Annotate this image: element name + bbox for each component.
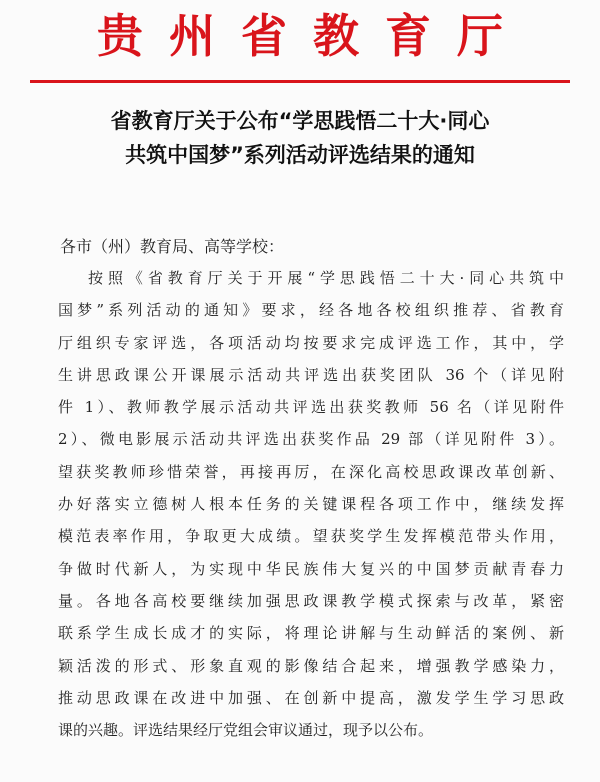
body-line: 颖活泼的形式、形象直观的影像结合起来，增强教学感染力， xyxy=(58,656,564,675)
body-line: 办好落实立德树人根本任务的关键课程各项工作中，继续发挥 xyxy=(58,495,564,514)
body-line: 按照《省教育厅关于开展“学思践悟二十大·同心共筑中 xyxy=(88,269,564,287)
notice-body xyxy=(58,262,564,746)
salutation: 各市（州）教育局、高等学校： xyxy=(60,237,285,256)
body-line: 国梦”系列活动的通知》要求，经各地各校组织推荐、省教育 xyxy=(58,301,564,320)
masthead-red-rule xyxy=(30,80,570,83)
notice-title-line-1: 省教育厅关于公布“学思践悟二十大·同心 xyxy=(110,109,490,133)
body-line: 厅组织专家评选，各项活动均按要求完成评选工作，其中，学 xyxy=(58,333,564,352)
body-line: 望获奖教师珍惜荣誉，再接再厉，在深化高校思政课改革创新、 xyxy=(58,462,564,481)
body-line: 课的兴趣。评选结果经厅党组会审议通过，现予以公布。 xyxy=(58,721,434,740)
masthead-org-name: 贵州省教育厅 xyxy=(97,9,529,63)
body-line: 件 1）、教师教学展示活动共评选出获奖教师 56 名（详见附件 xyxy=(58,398,564,417)
body-line: 模范表率作用，争取更大成绩。望获奖学生发挥模范带头作用， xyxy=(58,527,564,546)
body-line: 争做时代新人，为实现中华民族伟大复兴的中国梦贡献青春力 xyxy=(58,559,564,578)
body-line: 推动思政课在改进中加强、在创新中提高，激发学生学习思政 xyxy=(58,688,564,707)
body-line: 生讲思政课公开课展示活动共评选出获奖团队 36 个（详见附 xyxy=(58,365,564,384)
body-line: 2）、微电影展示活动共评选出获奖作品 29 部（详见附件 3）。 xyxy=(58,430,564,449)
body-line: 联系学生成长成才的实际，将理论讲解与生动鲜活的案例、新 xyxy=(58,624,564,643)
notice-title-line-2: 共筑中国梦”系列活动评选结果的通知 xyxy=(125,143,475,167)
notice-title xyxy=(40,104,560,172)
body-line: 量。各地各高校要继续加强思政课教学模式探索与改革，紧密 xyxy=(58,591,564,610)
